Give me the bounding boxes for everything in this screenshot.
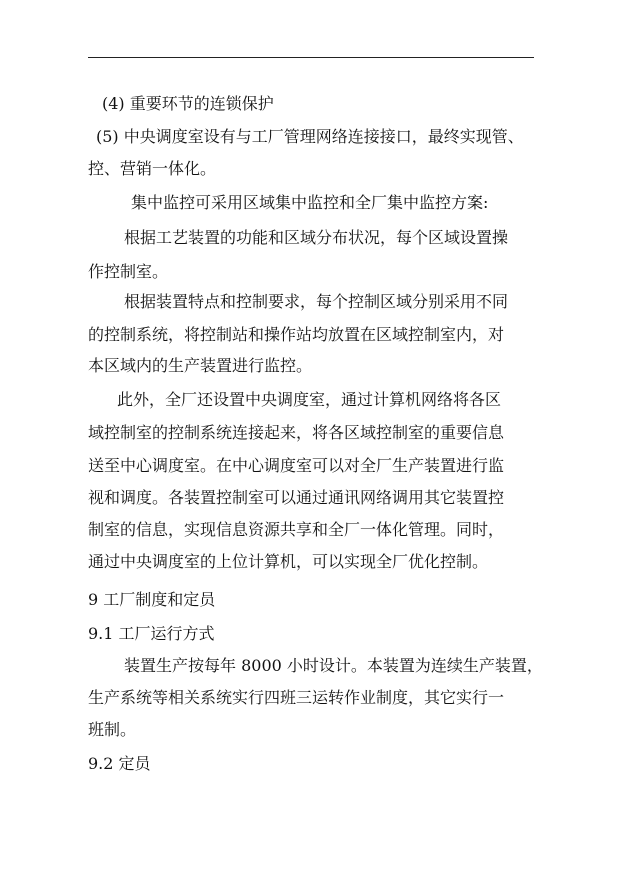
text-line: 本区域内的生产装置进行监控。 <box>88 356 313 375</box>
text-line: 制室的信息，实现信息资源共享和全厂一体化管理。同时， <box>88 520 505 539</box>
text-line: 通过中央调度室的上位计算机，可以实现全厂优化控制。 <box>88 552 489 571</box>
text-line: 此外，全厂还设置中央调度室，通过计算机网络将各区 <box>117 390 502 409</box>
text-line: 视和调度。各装置控制室可以通过通讯网络调用其它装置控 <box>88 488 505 507</box>
text-line: 控、营销一体化。 <box>88 159 217 178</box>
section-heading-9-1: 9.1 工厂运行方式 <box>88 624 215 643</box>
section-heading-9: 9 工厂制度和定员 <box>88 590 216 609</box>
text-line: 装置生产按每年 8000 小时设计。本装置为连续生产装置， <box>124 656 543 675</box>
text-line: 集中监控可采用区域集中监控和全厂集中监控方案: <box>131 193 489 212</box>
header-rule <box>88 57 534 58</box>
list-item-4: (4) 重要环节的连锁保护 <box>102 94 274 113</box>
text-line: 的控制系统，将控制站和操作站均放置在区域控制室内，对 <box>88 325 505 344</box>
text-line: 根据装置特点和控制要求，每个控制区域分别采用不同 <box>124 292 509 311</box>
text-line: 生产系统等相关系统实行四班三运转作业制度，其它实行一 <box>88 688 505 707</box>
text-line: 根据工艺装置的功能和区域分布状况，每个区域设置操 <box>124 228 509 247</box>
text-line: 班制。 <box>88 720 137 739</box>
text-line: 域控制室的控制系统连接起来，将各区域控制室的重要信息 <box>88 423 505 442</box>
list-item-5: (5) 中央调度室设有与工厂管理网络连接接口，最终实现管、 <box>96 127 524 146</box>
section-heading-9-2: 9.2 定员 <box>88 754 151 773</box>
text-line: 送至中心调度室。在中心调度室可以对全厂生产装置进行监 <box>88 456 505 475</box>
text-line: 作控制室。 <box>88 262 169 281</box>
